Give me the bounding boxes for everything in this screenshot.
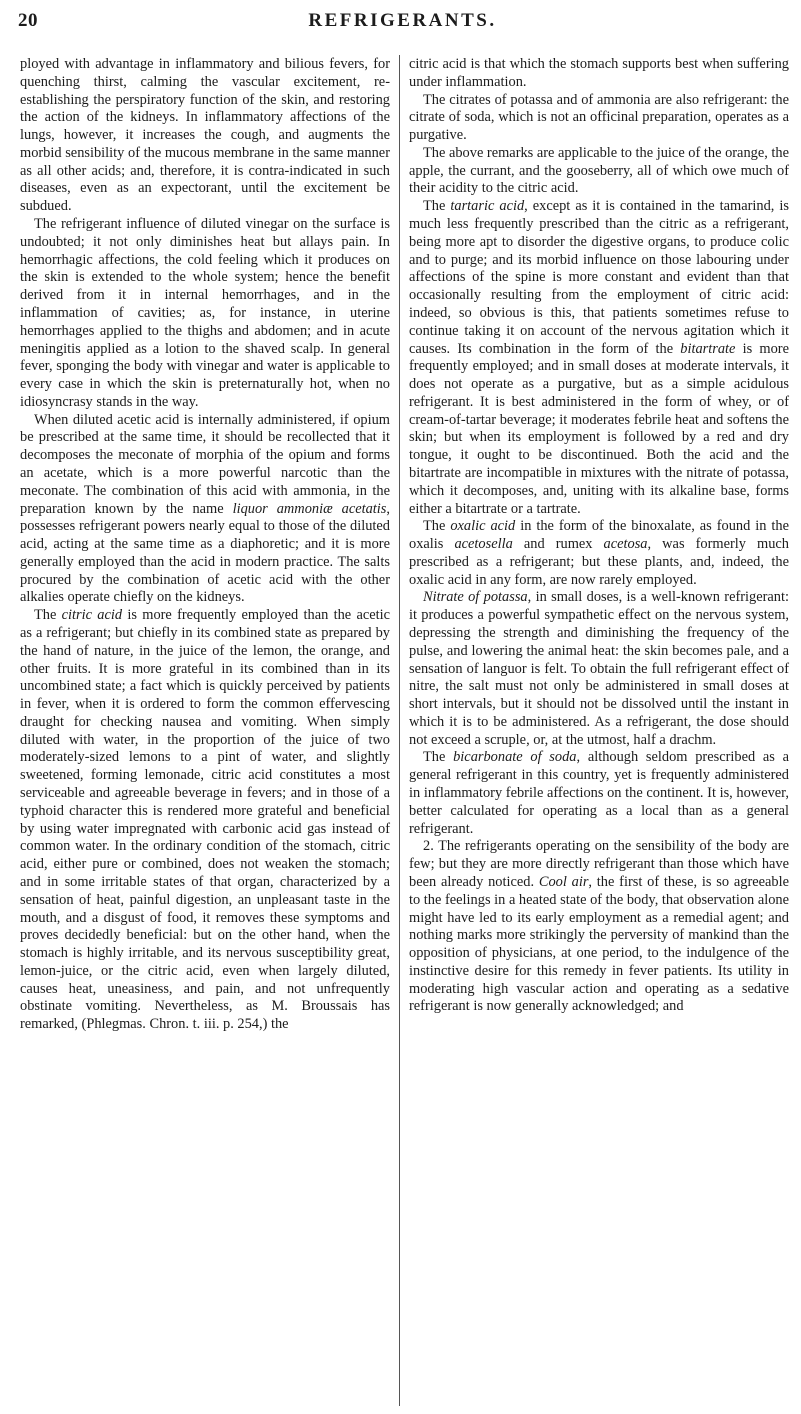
column-divider xyxy=(399,55,400,1406)
term-bicarbonate-of-soda: bicarbonate of soda xyxy=(453,749,577,766)
paragraph: Nitrate of potassa, in small doses, is a well-known refrigerant: it produces a powerful sympathetic effect on the nervous system, depressing the strength and diminishing the frequency of the pulse, and lowering the animal heat: the skin becomes pale, and a sensation of languor is felt. To obtain the full refrigerant effect of nitre, the salt must not only be administered in small doses at short intervals, but it should not be dissolved until the instant in which it is to be administered. As a refrigerant, the dose should not exceed a scruple, or, at the utmost, half a drachm. xyxy=(409,589,790,748)
paragraph: citric acid is that which the stomach supports best when suffering under inflammation. xyxy=(409,56,789,90)
paragraph: The refrigerant influence of diluted vinegar on the surface is undoubted; it not only diminishes heat but allays pain. In hemorrhagic affections, the cold feeling which it produces on the skin is extended to the whole system; hence the benefit derived from it in internal hemorrhages, and in the inflammation of cavities; as, for instance, in uterine hemorrhages applied to the thighs and abdomen; and in acute meningitis applied as a lotion to the shaved scalp. In general fever, sponging the body with vinegar and water is applicable to every case in which the skin is preternaturally hot, when no idiosyncrasy stands in the way. xyxy=(20,216,390,410)
paragraph: The above remarks are applicable to the juice of the orange, the apple, the currant, and the gooseberry, all of which owe much of their acidity to the citric acid. xyxy=(409,144,789,197)
term-acetosella: acetosella xyxy=(454,536,513,553)
term-bitartrate: bitartrate xyxy=(680,340,736,357)
page-number: 20 xyxy=(18,10,38,31)
paragraph: ployed with advantage in inflammatory and bilious fevers, for quenching thirst, calming the vascular excitement, re-establishing the perspiratory function of the skin, and restoring the action of the kidneys. In inflammatory affections of the lungs, however, it increases the cough, and augments the morbid sensibility of the mucous membrane in the same manner as all other acids; and, therefore, it is contra-indicated in such diseases, even as an expectorant, until the excitement be subdued. xyxy=(20,56,390,215)
term-liquor-ammoniae-acetatis: liquor ammoniæ acetatis xyxy=(232,500,387,517)
paragraph: The citrates of potassa and of ammonia are also refrigerant: the citrate of soda, which is not an officinal preparation, operates as a purgative. xyxy=(409,91,789,144)
page-header xyxy=(18,10,787,36)
term-tartaric-acid: tartaric acid xyxy=(450,198,525,215)
term-oxalic-acid: oxalic acid xyxy=(450,518,516,535)
paragraph: The oxalic acid in the form of the binoxalate, as found in the oxalis acetosella and rumex acetosa, was formerly much prescribed as a refrigerant; but these plants, and, indeed, the oxalic acid in any form, are now rarely employed. xyxy=(409,518,789,588)
term-acetosa: acetosa xyxy=(603,536,648,553)
left-column xyxy=(20,56,390,1034)
paragraph: The citric acid is more frequently employed than the acetic as a refrigerant; but chiefly in its combined state as prepared by the hand of nature, in the juice of the lemon, the orange, and other fruits. It is more grateful in its combined than in its uncombined state; a fact which is quickly perceived by patients in fever, when it is ordered to form the common effervescing draught for checking nausea and vomiting. When simply diluted with water, in the proportion of the juice of two moderately-sized lemons to a pint of water, and slightly sweetened, forming lemonade, citric acid constitutes a most serviceable and agreeable beverage in fevers; and in those of a typhoid character this is rendered more grateful and beneficial by using water impregnated with carbonic acid gas instead of common water. In the ordinary condition of the stomach, citric acid, either pure or combined, does not weaken the stomach; and in some irritable states of that organ, characterized by a sensation of heat, painful digestion, an unpleasant taste in the mouth, and a disgust of food, it removes these symptoms and proves decidedly beneficial: but on the other hand, when the stomach is highly irritable, and its nervous susceptibility great, lemon-juice, or the citric acid, even when largely diluted, causes heat, uneasiness, and pain, and not unfrequently obstinate vomiting. Nevertheless, as M. Broussais has remarked, (Phlegmas. Chron. t. iii. p. 254,) the xyxy=(20,607,390,1033)
running-title: REFRIGERANTS. xyxy=(308,10,497,31)
term-cool-air: Cool air xyxy=(538,873,589,890)
paragraph: The tartaric acid, except as it is contained in the tamarind, is much less frequently prescribed than the citric as a refrigerant, being more apt to disorder the digestive organs, to produce colic and to purge; and its morbid influence on those labouring under affections of the spine is more constant and evident than that occasionally resulting from the employment of citric acid: indeed, so obvious is this, that patients sometimes refuse to continue taking it on account of the nervous agitation which it causes. Its combination in the form of the bitartrate is more frequently employed; and in small doses at moderate intervals, it does not operate as a purgative, but as a simple acidulous refrigerant. It is best administered in the form of whey, or of cream-of-tartar beverage; it moderates febrile heat and softens the skin; but when its employment is followed by a red and dry tongue, it ought to be discontinued. Both the acid and the bitartrate are incompatible in mixtures with the nitrate of potassa, which it decomposes, and, uniting with its alkaline base, forms either a bitartrate or a tartrate. xyxy=(409,198,789,517)
paragraph: When diluted acetic acid is internally administered, if opium be prescribed at the same time, it should be recollected that it decomposes the meconate of morphia of the opium and forms an acetate, which is a more powerful narcotic than the meconate. The combination of this acid with ammonia, in the preparation known by the name liquor ammoniæ acetatis, possesses refrigerant powers nearly equal to those of the diluted acid, acting at the same time as a diaphoretic; and it is more generally employed than the acid in modern practice. The salts procured by the combination of acetic acid with the other alkalies operate chiefly on the kidneys. xyxy=(20,411,390,606)
right-column xyxy=(409,56,789,1016)
term-nitrate-of-potassa: Nitrate of potassa xyxy=(423,589,528,606)
paragraph: The bicarbonate of soda, although seldom prescribed as a general refrigerant in this country, yet is frequently administered in inflammatory febrile affections on the continent. It is, however, better calculated for operating as a local than as a general refrigerant. xyxy=(409,749,789,837)
paragraph: 2. The refrigerants operating on the sensibility of the body are few; but they are more directly refrigerant than those which have been already noticed. Cool air, the first of these, is so agreeable to the feelings in a heated state of the body, that observation alone might have led to its early employment as a remedial agent; and nothing marks more strikingly the perversity of mankind than the opposition of physicians, at one period, to the indulgence of the instinctive desire for this remedy in fever patients. Its utility in moderating high vascular action and operating as a sedative refrigerant is now generally acknowledged; and xyxy=(409,838,789,1015)
term-citric-acid: citric acid xyxy=(61,607,123,624)
